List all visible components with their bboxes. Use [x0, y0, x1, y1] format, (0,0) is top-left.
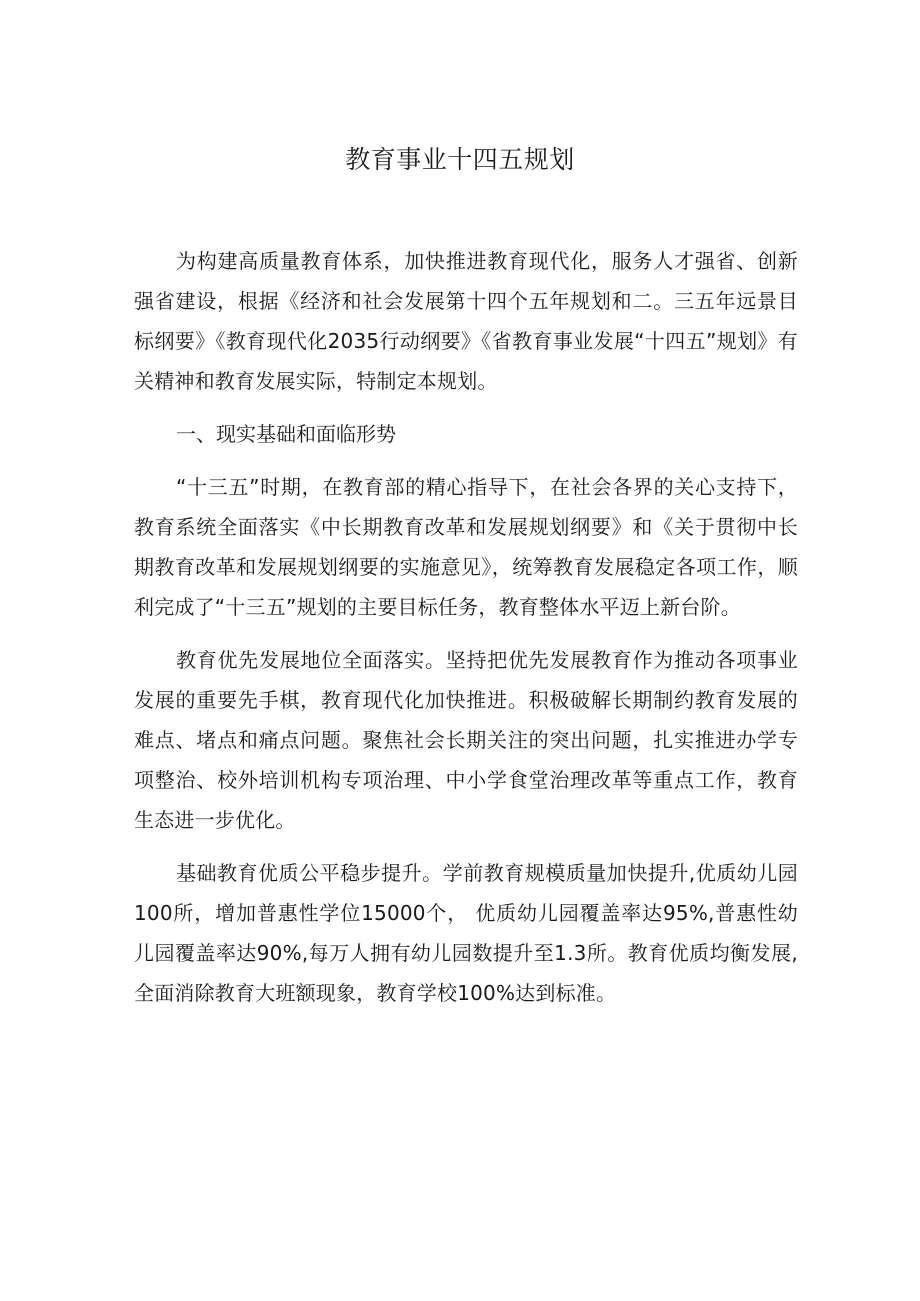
document-title: 教育事业十四五规划 — [345, 145, 575, 174]
paragraph-basic-education: 基础教育优质公平稳步提升。学前教育规模质量加快提升,优质幼儿园100所，增加普惠性学位15000个， 优质幼儿园覆盖率达95%,普惠性幼儿园覆盖率达90%,每万人拥有幼儿园数提升至1.3所。教育优质均衡发展,全面消除教育大班额现象，教育学校100%达到标准。 — [134, 861, 798, 1005]
document-body — [134, 241, 798, 1026]
paragraph-priority-development: 教育优先发展地位全面落实。坚持把优先发展教育作为推动各项事业发展的重要先手棋，教育现代化加快推进。积极破解长期制约教育发展的难点、堵点和痛点问题。聚焦社会长期关注的突出问题，扎实推进办学专项整治、校外培训机构专项治理、中小学食堂治理改革等重点工作，教育生态进一步优化。 — [134, 648, 798, 832]
paragraph-13th-plan: “十三五”时期，在教育部的精心指导下，在社会各界的关心支持下，教育系统全面落实《中长期教育改革和发展规划纲要》和《关于贯彻中长期教育改革和发展规划纲要的实施意见》，统筹教育发展稳定各项工作，顺利完成了“十三五”规划的主要目标任务，教育整体水平迈上新台阶。 — [134, 475, 798, 619]
intro-paragraph: 为构建高质量教育体系，加快推进教育现代化，服务人才强省、创新强省建设，根据《经济和社会发展第十四个五年规划和二。三五年远景目标纲要》《教育现代化2035行动纲要》《省教育事业发展“十四五”规划》有关精神和教育发展实际，特制定本规划。 — [134, 249, 798, 393]
section-heading: 一、现实基础和面临形势 — [176, 422, 396, 446]
